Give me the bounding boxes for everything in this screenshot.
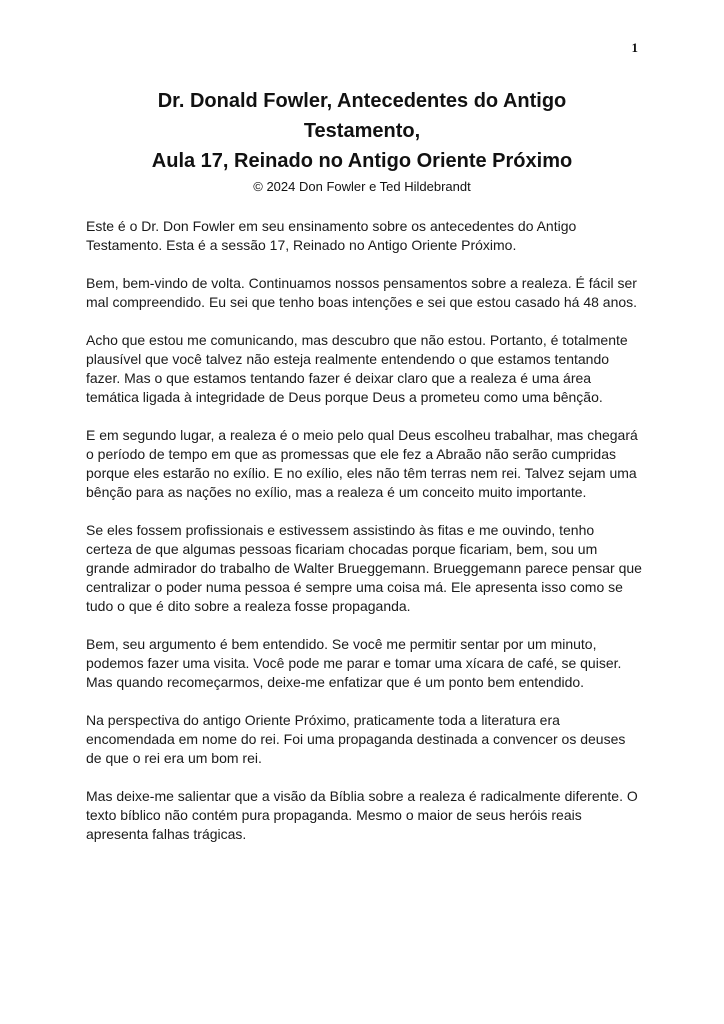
title-line-1: Dr. Donald Fowler, Antecedentes do Antigo <box>157 90 567 112</box>
page-number: 1 <box>631 40 638 55</box>
paragraph-kingship-means: E em segundo lugar, a realeza é o meio pelo qual Deus escolheu trabalhar, mas chegará o período de tempo em que as promessas que ele fez a Abraão não serão cumpridas porque eles estarão no exílio. E no exílio, eles não têm terras nem rei. Talvez sejam uma bênção para as nações no exílio, mas a realeza é um conceito muito importante. <box>86 427 638 500</box>
paragraph-argument-understood: Bem, seu argumento é bem entendido. Se você me permitir sentar por um minuto, podemos fazer uma visita. Você pode me parar e tomar uma xícara de café, se quiser. Mas quando recomeçarmos, deixe-me enfatizar que é um ponto bem entendido. <box>86 636 622 690</box>
paragraph-communication: Acho que estou me comunicando, mas descubro que não estou. Portanto, é totalmente plausível que você talvez não esteja realmente entendendo o que estamos tentando fazer. Mas o que estamos tentando fazer é deixar claro que a realeza é uma área temática ligada à integridade de Deus porque Deus a prometeu como uma bênção. <box>86 332 628 405</box>
document-body <box>86 217 642 844</box>
paragraph-welcome-back: Bem, bem-vindo de volta. Continuamos nossos pensamentos sobre a realeza. É fácil ser mal compreendido. Eu sei que tenho boas intenções e sei que estou casado há 48 anos. <box>86 275 638 310</box>
paragraph-bible-view: Mas deixe-me salientar que a visão da Bíblia sobre a realeza é radicalmente diferente. O texto bíblico não contém pura propaganda. Mesmo o maior de seus heróis reais apresenta falhas trágicas. <box>86 788 638 842</box>
paragraph-intro: Este é o Dr. Don Fowler em seu ensinamento sobre os antecedentes do Antigo Testamento. Esta é a sessão 17, Reinado no Antigo Oriente Próximo. <box>86 218 577 253</box>
copyright-line: © 2024 Don Fowler e Ted Hildebrandt <box>253 179 471 194</box>
paragraph-ane-perspective: Na perspectiva do antigo Oriente Próximo, praticamente toda a literatura era encomendada em nome do rei. Foi uma propaganda destinada a convencer os deuses de que o rei era um bom rei. <box>86 712 626 766</box>
document-title <box>0 86 724 176</box>
title-line-2: Testamento, <box>303 120 421 142</box>
paragraph-brueggemann: Se eles fossem profissionais e estivessem assistindo às fitas e me ouvindo, tenho certeza de que algumas pessoas ficariam chocadas porque ficariam, bem, sou um grande admirador do trabalho de Walter Brueggemann. Brueggemann parece pensar que centralizar o poder numa pessoa é sempre uma coisa má. Ele apresenta isso como se tudo o que é dito sobre a realeza fosse propaganda. <box>86 522 642 614</box>
document-header <box>0 0 724 195</box>
title-line-3: Aula 17, Reinado no Antigo Oriente Próximo <box>151 150 573 172</box>
